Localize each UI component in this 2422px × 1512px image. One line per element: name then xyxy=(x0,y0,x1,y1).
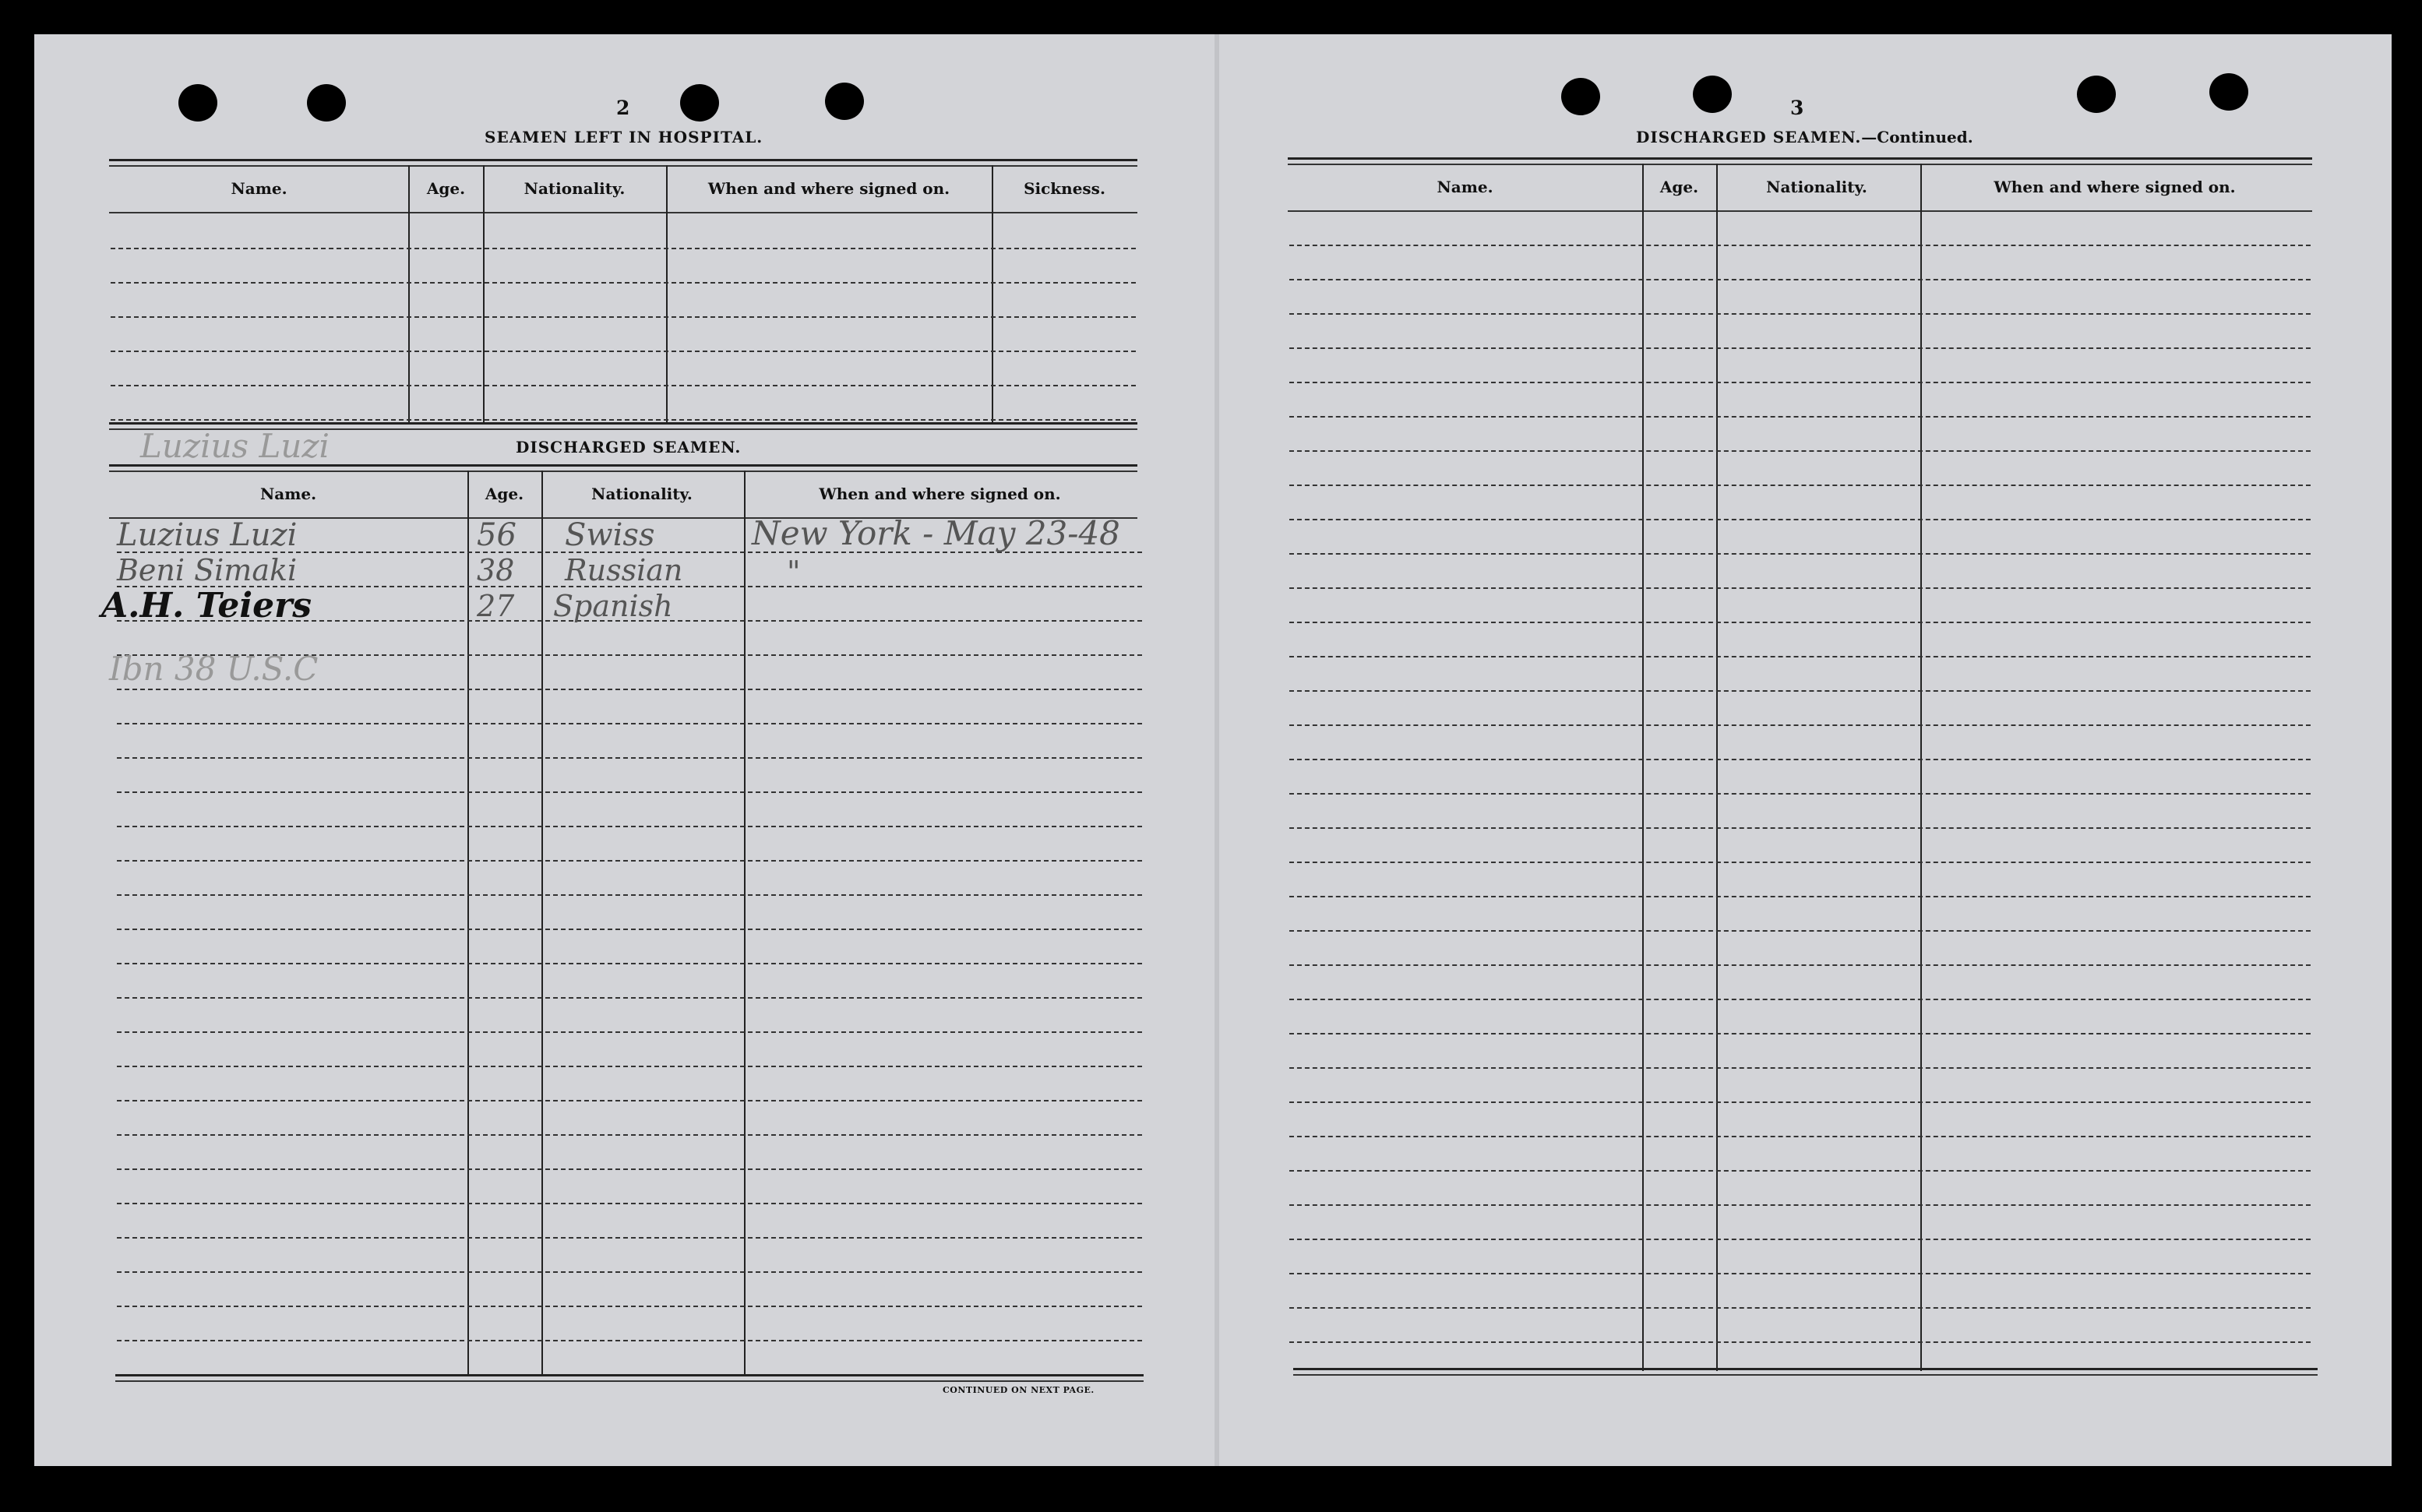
ruled-line xyxy=(111,419,1136,421)
ruled-line xyxy=(117,997,1142,999)
ruled-line xyxy=(1289,485,2311,486)
ruled-line xyxy=(1289,896,2311,897)
ruled-line xyxy=(117,1066,1142,1067)
ruled-line xyxy=(1289,416,2311,418)
ruled-line xyxy=(1289,519,2311,520)
discharged-col-age: Age. xyxy=(485,485,524,503)
ruled-line xyxy=(1289,827,2311,829)
hospital-col-age: Age. xyxy=(426,179,466,198)
right-bottom-rule xyxy=(1293,1368,2318,1370)
continued-footer: CONTINUED ON NEXT PAGE. xyxy=(943,1385,1095,1395)
top-rule-thin xyxy=(109,165,1137,167)
ruled-line xyxy=(1289,1170,2311,1172)
seaman-name: A.H. Teiers xyxy=(101,586,312,626)
column-divider xyxy=(483,165,485,422)
ruled-line xyxy=(117,1271,1142,1273)
ruled-line xyxy=(1289,245,2311,246)
ruled-line xyxy=(111,248,1136,249)
seaman-nationality: Spanish xyxy=(553,589,673,623)
title-main: DISCHARGED SEAMEN. xyxy=(1636,128,1862,146)
right-header-rule xyxy=(1288,210,2312,212)
discharged-col-nationality: Nationality. xyxy=(591,485,693,503)
punch-hole xyxy=(825,83,864,120)
ruled-line xyxy=(117,963,1142,964)
right-top-rule xyxy=(1288,157,2312,160)
seaman-age: 56 xyxy=(477,517,516,553)
column-divider xyxy=(992,165,993,422)
ruled-line xyxy=(111,351,1136,352)
column-divider xyxy=(467,471,469,1374)
ruled-line xyxy=(117,860,1142,862)
ruled-line xyxy=(1289,1341,2311,1343)
seaman-name: Luzius Luzi xyxy=(117,517,298,553)
ruled-line xyxy=(111,385,1136,386)
ruled-line xyxy=(117,1306,1142,1307)
column-divider xyxy=(408,165,410,422)
ruled-line xyxy=(117,1340,1142,1341)
ruled-line xyxy=(1289,930,2311,932)
right-bottom-rule-thin xyxy=(1293,1374,2318,1376)
punch-hole xyxy=(2209,73,2248,111)
punch-hole xyxy=(680,84,719,122)
ruled-line xyxy=(1289,1136,2311,1137)
discharged-top-rule-thin xyxy=(109,471,1137,472)
ruled-line xyxy=(1289,759,2311,760)
punch-hole xyxy=(1561,78,1600,115)
ruled-line xyxy=(1289,1273,2311,1274)
seaman-signed-on: " xyxy=(787,555,801,589)
ruled-line xyxy=(1289,656,2311,657)
ruled-line xyxy=(1289,553,2311,555)
ruled-line xyxy=(1289,1033,2311,1034)
ruled-line xyxy=(117,757,1142,759)
ruled-line xyxy=(111,282,1136,284)
ruled-line xyxy=(1289,793,2311,795)
hospital-section-title: SEAMEN LEFT IN HOSPITAL. xyxy=(485,128,763,146)
ruled-line xyxy=(1289,1067,2311,1069)
hospital-col-signed-on: When and where signed on. xyxy=(707,179,950,198)
discharged-col-signed-on: When and where signed on. xyxy=(819,485,1061,503)
handwritten-note: Ibn 38 U.S.C xyxy=(109,650,319,688)
page-number-right: 3 xyxy=(1790,97,1804,119)
discharged-top-rule xyxy=(109,464,1137,467)
punch-hole xyxy=(178,84,217,122)
column-divider xyxy=(541,471,543,1374)
ruled-line xyxy=(117,1134,1142,1136)
hospital-bottom-rule xyxy=(109,422,1137,425)
ruled-line xyxy=(1289,1239,2311,1240)
column-divider xyxy=(1716,164,1718,1371)
punch-hole xyxy=(2077,76,2116,113)
discharged-bottom-rule xyxy=(115,1374,1144,1376)
margin-handwritten-note: Luzius Luzi xyxy=(140,427,330,465)
ruled-line xyxy=(111,316,1136,318)
ruled-line xyxy=(117,791,1142,793)
title-suffix: —Continued. xyxy=(1861,128,1973,146)
ruled-line xyxy=(117,826,1142,827)
hospital-col-name: Name. xyxy=(231,179,287,198)
discharged-bottom-rule-thin xyxy=(115,1380,1144,1382)
seaman-nationality: Russian xyxy=(565,553,683,587)
top-rule xyxy=(109,159,1137,161)
column-divider xyxy=(666,165,668,422)
right-col-signed-on: When and where signed on. xyxy=(1994,178,2236,196)
ruled-line xyxy=(117,1237,1142,1239)
ruled-line xyxy=(1289,690,2311,692)
seaman-signed-on: New York - May 23-48 xyxy=(752,514,1120,552)
ruled-line xyxy=(117,1168,1142,1170)
ruled-line xyxy=(1289,450,2311,452)
page-number-left: 2 xyxy=(616,97,630,119)
column-divider xyxy=(744,471,746,1374)
ruled-line xyxy=(117,894,1142,896)
ruled-line xyxy=(1289,724,2311,726)
right-page xyxy=(1219,34,2392,1466)
right-col-age: Age. xyxy=(1659,178,1699,196)
hospital-col-nationality: Nationality. xyxy=(524,179,626,198)
seaman-age: 38 xyxy=(477,553,515,587)
hospital-col-sickness: Sickness. xyxy=(1024,179,1105,198)
punch-hole xyxy=(1693,76,1732,113)
ruled-line xyxy=(117,1031,1142,1033)
column-divider xyxy=(1642,164,1644,1371)
ruled-line xyxy=(117,1203,1142,1204)
seaman-nationality: Swiss xyxy=(565,517,655,553)
ruled-line xyxy=(1289,999,2311,1000)
punch-hole xyxy=(307,84,346,122)
ruled-line xyxy=(1289,862,2311,863)
seaman-age: 27 xyxy=(477,589,515,623)
ruled-line xyxy=(117,929,1142,930)
ruled-line xyxy=(117,689,1142,690)
seaman-name: Beni Simaki xyxy=(117,553,298,587)
ruled-line xyxy=(1289,1101,2311,1103)
ruled-line xyxy=(117,1100,1142,1101)
discharged-col-name: Name. xyxy=(259,485,317,503)
ruled-line xyxy=(1289,347,2311,349)
right-top-rule-thin xyxy=(1288,164,2312,165)
column-divider xyxy=(1920,164,1922,1371)
hospital-header-rule xyxy=(109,212,1137,213)
right-col-nationality: Nationality. xyxy=(1766,178,1867,196)
right-col-name: Name. xyxy=(1437,178,1493,196)
ruled-line xyxy=(1289,1307,2311,1309)
discharged-section-title: DISCHARGED SEAMEN. xyxy=(516,438,742,456)
ruled-line xyxy=(1289,622,2311,623)
ruled-line xyxy=(1289,1204,2311,1206)
discharged-continued-title xyxy=(1636,128,1973,146)
ruled-line xyxy=(1289,587,2311,589)
ruled-line xyxy=(117,723,1142,724)
ruled-line xyxy=(1289,279,2311,280)
ruled-line xyxy=(1289,313,2311,315)
ruled-line xyxy=(1289,964,2311,966)
ruled-line xyxy=(1289,382,2311,383)
